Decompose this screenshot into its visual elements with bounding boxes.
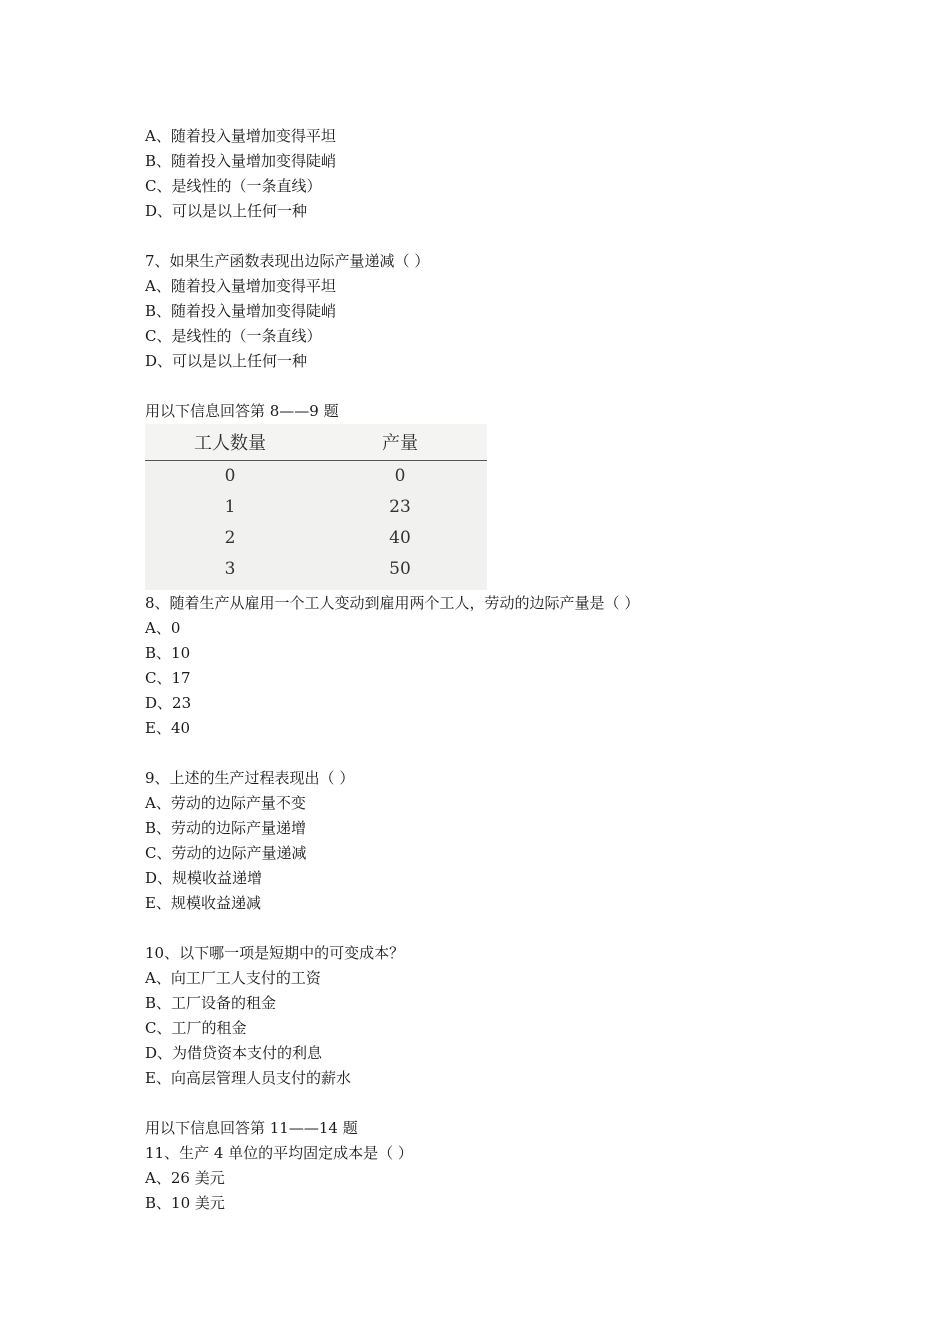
q11-option-a: A、26 美元 — [145, 1169, 225, 1187]
workers-output-table — [145, 424, 487, 590]
q9-question: 9、上述的生产过程表现出（ ） — [145, 769, 355, 787]
q8-option-d: D、23 — [145, 694, 192, 712]
q6-option-a: A、随着投入量增加变得平坦 — [145, 127, 336, 145]
q6-option-d: D、可以是以上任何一种 — [145, 202, 308, 220]
info-11-14: 用以下信息回答第 11——14 题 — [145, 1119, 358, 1137]
q10-option-c: C、工厂的租金 — [145, 1019, 247, 1037]
q7-option-d: D、可以是以上任何一种 — [145, 352, 308, 370]
q7-option-c: C、是线性的（一条直线） — [145, 327, 322, 345]
table-cell: 3 — [224, 559, 236, 579]
table-cell: 40 — [389, 528, 411, 548]
q10-option-d: D、为借贷资本支付的利息 — [145, 1044, 323, 1062]
document-page — [145, 124, 845, 1216]
q9-option-b: B、劳动的边际产量递增 — [145, 819, 307, 837]
q7-option-a: A、随着投入量增加变得平坦 — [145, 277, 336, 295]
q9-option-e: E、规模收益递减 — [145, 894, 261, 912]
info-8-9: 用以下信息回答第 8——9 题 — [145, 402, 339, 420]
table-cell: 23 — [389, 497, 411, 517]
spacer — [145, 1091, 845, 1116]
q7-option-b: B、随着投入量增加变得陡峭 — [145, 302, 337, 320]
q9-option-c: C、劳动的边际产量递减 — [145, 844, 307, 862]
q7-question: 7、如果生产函数表现出边际产量递减（ ） — [145, 252, 430, 270]
q9-option-d: D、规模收益递增 — [145, 869, 263, 887]
table-header — [145, 424, 487, 461]
table-cell: 2 — [224, 528, 236, 548]
q8-option-b: B、10 — [145, 644, 191, 662]
q10-option-e: E、向高层管理人员支付的薪水 — [145, 1069, 351, 1087]
q8-option-a: A、0 — [145, 619, 181, 637]
table-cell: 0 — [224, 466, 236, 486]
q8-question: 8、随着生产从雇用一个工人变动到雇用两个工人，劳动的边际产量是（ ） — [145, 594, 640, 612]
table-cell: 0 — [394, 466, 406, 486]
q11-option-b: B、10 美元 — [145, 1194, 225, 1212]
q10-option-a: A、向工厂工人支付的工资 — [145, 969, 321, 987]
q8-option-c: C、17 — [145, 669, 191, 687]
q9-option-a: A、劳动的边际产量不变 — [145, 794, 306, 812]
table-cell: 1 — [224, 497, 236, 517]
q10-option-b: B、工厂设备的租金 — [145, 994, 277, 1012]
spacer — [145, 741, 845, 766]
spacer — [145, 224, 845, 249]
spacer — [145, 916, 845, 941]
spacer — [145, 374, 845, 399]
table-cell: 50 — [389, 559, 411, 579]
q6-option-c: C、是线性的（一条直线） — [145, 177, 322, 195]
header-workers: 工人数量 — [194, 433, 266, 454]
q10-question: 10、以下哪一项是短期中的可变成本？ — [145, 944, 405, 962]
q6-option-b: B、随着投入量增加变得陡峭 — [145, 152, 337, 170]
q8-option-e: E、40 — [145, 719, 191, 737]
header-output: 产量 — [382, 433, 418, 454]
q11-question: 11、生产 4 单位的平均固定成本是（ ） — [145, 1144, 413, 1162]
